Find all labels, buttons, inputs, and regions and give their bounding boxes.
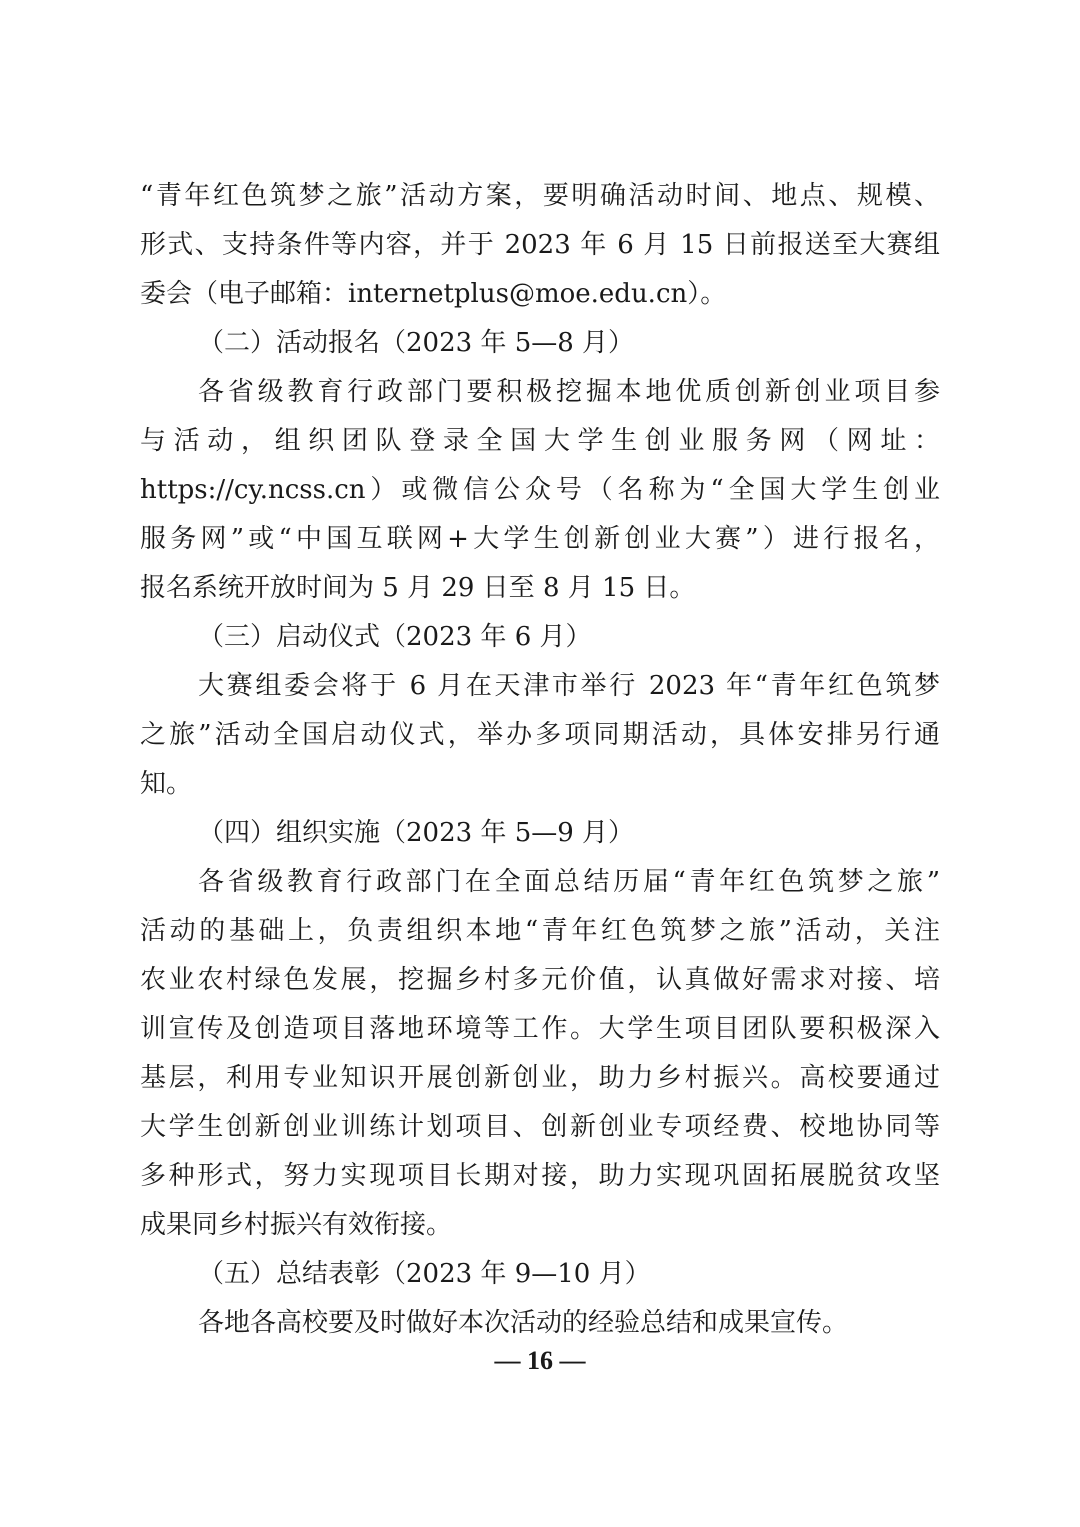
section-heading: （四）组织实施（2023 年 5—9 月） bbox=[198, 818, 635, 848]
section-heading: （三）启动仪式（2023 年 6 月） bbox=[198, 622, 592, 652]
paragraph-line: 训宣传及创造项目落地环境等工作。大学生项目团队要积极深入 bbox=[140, 1014, 940, 1044]
intro-paragraph bbox=[140, 172, 940, 319]
paragraph-line: “青年红色筑梦之旅”活动方案，要明确活动时间、地点、规模、 bbox=[140, 181, 940, 211]
document-body bbox=[140, 172, 940, 1348]
paragraph-line: https://cy.ncss.cn）或微信公众号（名称为“全国大学生创业 bbox=[140, 475, 940, 505]
paragraph-line: 大赛组委会将于 6 月在天津市举行 2023 年“青年红色筑梦 bbox=[198, 671, 940, 701]
paragraph-line: 农业农村绿色发展，挖掘乡村多元价值，认真做好需求对接、培 bbox=[140, 965, 940, 995]
paragraph-line: 各地各高校要及时做好本次活动的经验总结和成果宣传。 bbox=[198, 1308, 849, 1338]
paragraph-line: 知。 bbox=[140, 769, 193, 799]
paragraph-line: 各省级教育行政部门在全面总结历届“青年红色筑梦之旅” bbox=[198, 867, 940, 897]
paragraph-line: 服务网”或“中国互联网+大学生创新创业大赛”）进行报名， bbox=[140, 524, 940, 554]
paragraph-line: 与活动，组织团队登录全国大学生创业服务网（网址： bbox=[140, 426, 940, 456]
section-implementation bbox=[140, 809, 940, 1250]
section-summary-commendation bbox=[140, 1250, 940, 1348]
paragraph-line: 形式、支持条件等内容，并于 2023 年 6 月 15 日前报送至大赛组 bbox=[140, 230, 940, 260]
paragraph-line: 成果同乡村振兴有效衔接。 bbox=[140, 1210, 453, 1240]
paragraph-line: 活动的基础上，负责组织本地“青年红色筑梦之旅”活动，关注 bbox=[140, 916, 940, 946]
paragraph-line: 基层，利用专业知识开展创新创业，助力乡村振兴。高校要通过 bbox=[140, 1063, 940, 1093]
section-heading: （二）活动报名（2023 年 5—8 月） bbox=[198, 328, 635, 358]
paragraph-line: 之旅”活动全国启动仪式，举办多项同期活动，具体安排另行通 bbox=[140, 720, 940, 750]
paragraph-line: 大学生创新创业训练计划项目、创新创业专项经费、校地协同等 bbox=[140, 1112, 940, 1142]
paragraph-line: 委会（电子邮箱：internetplus@moe.edu.cn）。 bbox=[140, 279, 727, 309]
page-number: — 16 — bbox=[494, 1346, 586, 1375]
section-registration bbox=[140, 319, 940, 613]
paragraph-line: 报名系统开放时间为 5 月 29 日至 8 月 15 日。 bbox=[140, 573, 696, 603]
paragraph-line: 各省级教育行政部门要积极挖掘本地优质创新创业项目参 bbox=[198, 377, 940, 407]
paragraph-line: 多种形式，努力实现项目长期对接，助力实现巩固拓展脱贫攻坚 bbox=[140, 1161, 940, 1191]
section-heading: （五）总结表彰（2023 年 9—10 月） bbox=[198, 1259, 651, 1289]
section-launch-ceremony bbox=[140, 613, 940, 809]
